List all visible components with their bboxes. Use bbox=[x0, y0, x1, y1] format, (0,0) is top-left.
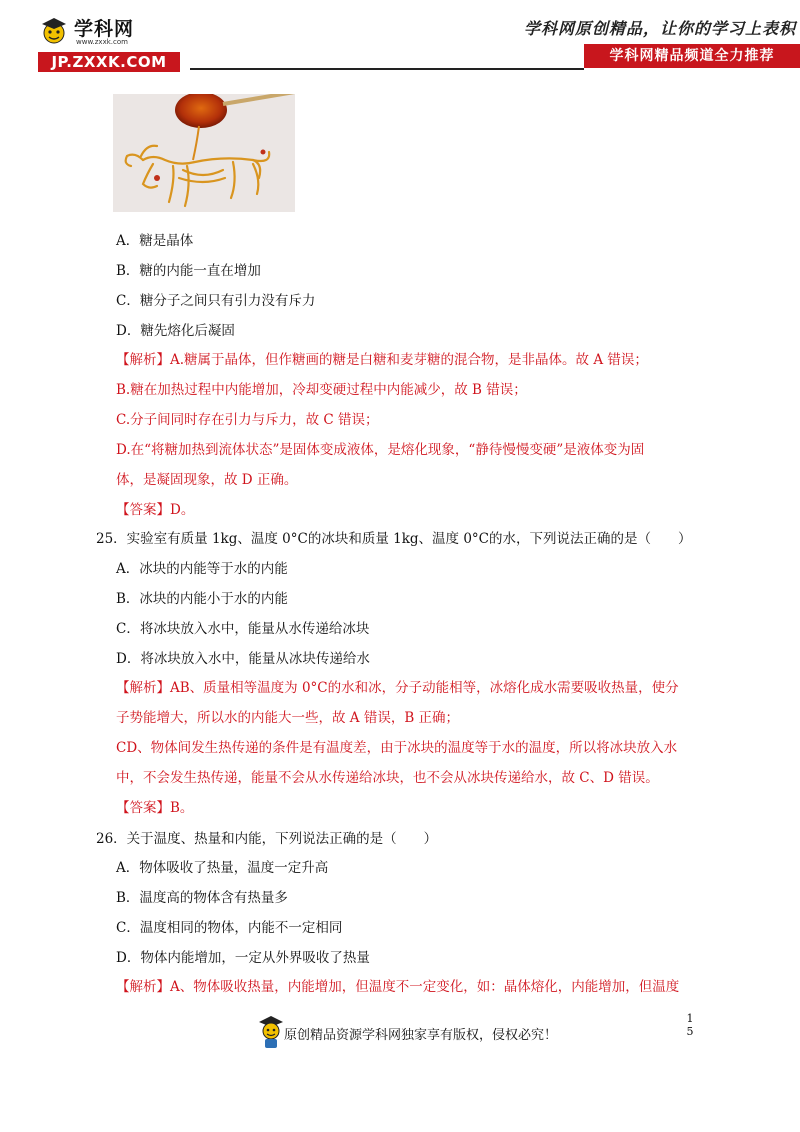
q25-analysis-line: 中，不会发生热传递，能量不会从水传递给冰块，也不会从冰块传递给水，故 C、D 错误。 bbox=[116, 770, 659, 786]
q24-analysis-line: D.在“将糖加热到流体状态”是固体变成液体，是熔化现象，“静待慢慢变硬”是液体变为固 bbox=[116, 442, 645, 458]
q26-option-d: D．物体内能增加，一定从外界吸收了热量 bbox=[116, 950, 370, 966]
logo-domain: JP.ZXXK.COM bbox=[38, 52, 180, 72]
q24-analysis-line: B.糖在加热过程中内能增加，冷却变硬过程中内能减少，故 B 错误； bbox=[116, 382, 527, 398]
logo-url: www.zxxk.com bbox=[76, 38, 128, 46]
q24-option-b: B．糖的内能一直在增加 bbox=[116, 263, 261, 279]
q26-option-b: B．温度高的物体含有热量多 bbox=[116, 890, 288, 906]
sugar-painting-illustration bbox=[113, 94, 295, 212]
page-number bbox=[684, 1012, 696, 1038]
q25-option-b: B．冰块的内能小于水的内能 bbox=[116, 591, 288, 607]
q24-answer: 【答案】D。 bbox=[116, 502, 195, 518]
q24-option-d: D．糖先熔化后凝固 bbox=[116, 323, 235, 339]
logo-name: 学科网 bbox=[74, 18, 135, 40]
q26-stem: 26．关于温度、热量和内能，下列说法正确的是（ ） bbox=[96, 831, 438, 847]
q25-stem: 25．实验室有质量 1kg、温度 0°C的冰块和质量 1kg、温度 0°C的水，下列说法正确的是（ ） bbox=[96, 531, 692, 547]
q25-analysis-line: CD、物体间发生热传递的条件是有温度差，由于冰块的温度等于水的温度，所以将冰块放入水 bbox=[116, 740, 678, 756]
q25-option-c: C．将冰块放入水中，能量从水传递给冰块 bbox=[116, 621, 370, 637]
header-tagline: 学科网精品频道全力推荐 bbox=[584, 44, 800, 68]
q26-option-c: C．温度相同的物体，内能不一定相同 bbox=[116, 920, 343, 936]
header-divider bbox=[190, 68, 584, 70]
sugar-painting-image bbox=[113, 94, 295, 212]
mascot-icon bbox=[258, 1014, 284, 1050]
q26-option-a: A．物体吸收了热量，温度一定升高 bbox=[116, 860, 329, 876]
footer-copyright: 原创精品资源学科网独家享有版权，侵权必究！ bbox=[284, 1028, 558, 1043]
q24-analysis-line: C.分子间同时存在引力与斥力，故 C 错误； bbox=[116, 412, 379, 428]
q25-answer: 【答案】B。 bbox=[116, 800, 194, 816]
q25-analysis-line: 【解析】AB、质量相等温度为 0°C的水和冰，分子动能相等，冰熔化成水需要吸收热量，使分 bbox=[116, 680, 679, 696]
mascot-icon bbox=[40, 16, 68, 46]
q24-analysis-line: 体，是凝固现象，故 D 正确。 bbox=[116, 472, 298, 488]
site-logo[interactable] bbox=[38, 14, 188, 72]
q25-option-d: D．将冰块放入水中，能量从冰块传递给水 bbox=[116, 651, 370, 667]
page-header bbox=[0, 0, 800, 80]
q24-option-c: C．糖分子之间只有引力没有斥力 bbox=[116, 293, 316, 309]
header-slogan: 学科网原创精品，让你的学习上表积 bbox=[523, 19, 796, 38]
q26-analysis-line: 【解析】A、物体吸收热量，内能增加，但温度不一定变化，如：晶体熔化，内能增加，但温度 bbox=[116, 979, 680, 995]
page-number-top: 1 bbox=[686, 1012, 694, 1025]
q24-analysis-line: 【解析】A.糖属于晶体，但作糖画的糖是白糖和麦芽糖的混合物，是非晶体。故 A 错误； bbox=[116, 352, 648, 368]
page-number-bottom: 5 bbox=[686, 1025, 694, 1038]
q24-option-a: A．糖是晶体 bbox=[116, 233, 194, 249]
q25-analysis-line: 子势能增大，所以水的内能大一些，故 A 错误，B 正确； bbox=[116, 710, 460, 726]
q25-option-a: A．冰块的内能等于水的内能 bbox=[116, 561, 288, 577]
